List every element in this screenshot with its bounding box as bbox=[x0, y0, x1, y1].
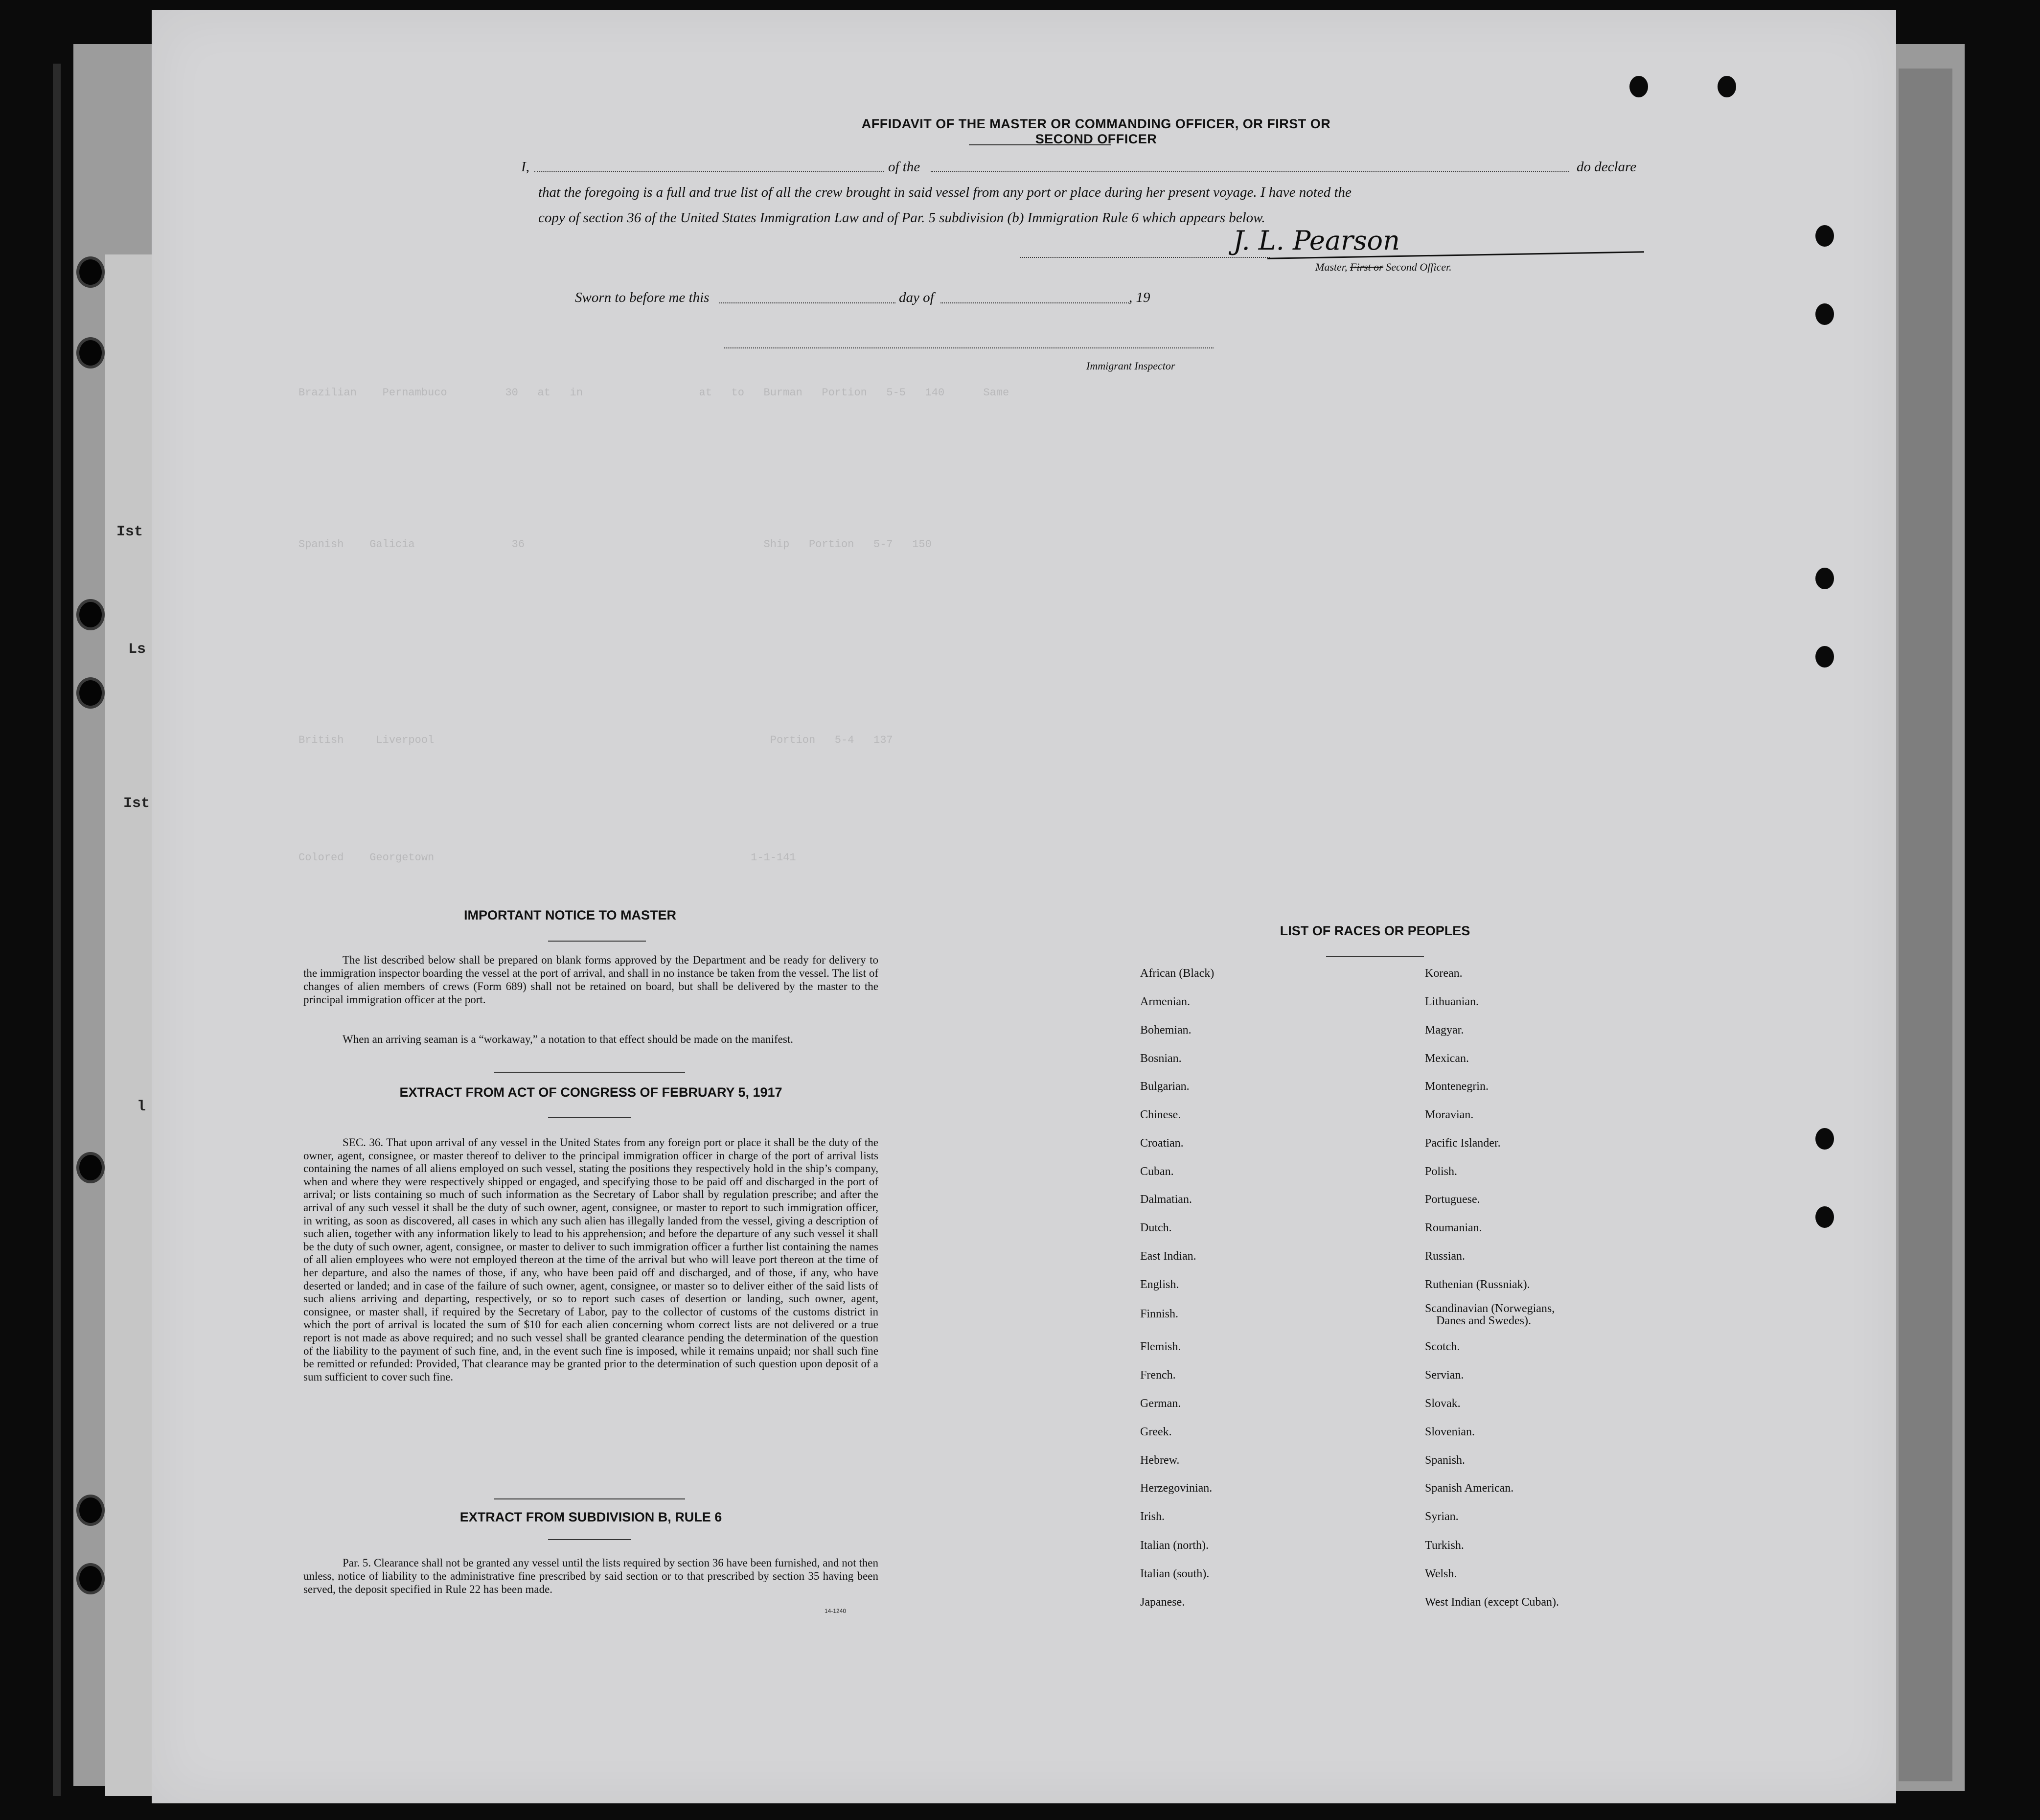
races-heading: LIST OF RACES OR PEOPLES bbox=[1280, 923, 1470, 938]
race-item: Herzegovinian. bbox=[1140, 1482, 1213, 1495]
sworn-prefix: Sworn to before me this bbox=[575, 290, 710, 305]
punch-hole bbox=[1815, 646, 1834, 668]
race-item: Flemish. bbox=[1140, 1340, 1181, 1353]
sworn-day-line bbox=[719, 302, 895, 303]
race-item: Chinese. bbox=[1140, 1108, 1181, 1121]
act-divider bbox=[548, 1117, 631, 1118]
race-item: Slovenian. bbox=[1425, 1426, 1475, 1438]
binder-hole bbox=[79, 680, 102, 706]
race-item: Bulgarian. bbox=[1140, 1080, 1190, 1093]
affidavit-line1-start: I, bbox=[521, 159, 529, 175]
race-item: Finnish. bbox=[1140, 1308, 1179, 1320]
caption-master: Master, bbox=[1315, 261, 1348, 273]
races-divider bbox=[1326, 956, 1424, 957]
race-item: Portuguese. bbox=[1425, 1193, 1480, 1206]
binder-hole bbox=[79, 259, 102, 285]
rule-divider bbox=[548, 1539, 631, 1540]
form-number: 14-1240 bbox=[825, 1608, 847, 1614]
name-blank-line bbox=[534, 171, 884, 172]
sworn-day: day of bbox=[899, 290, 934, 305]
race-item: Korean. bbox=[1425, 967, 1463, 980]
caption-struck: First or bbox=[1350, 261, 1383, 273]
underlying-text-2: Ls bbox=[128, 641, 146, 658]
signature: J. L. Pearson bbox=[1233, 225, 1400, 256]
punch-hole bbox=[1718, 76, 1736, 97]
punch-hole bbox=[1815, 303, 1834, 325]
caption-second-officer: Second Officer. bbox=[1386, 261, 1452, 273]
punch-hole bbox=[1815, 1206, 1834, 1228]
underlying-text-4: l bbox=[137, 1099, 146, 1115]
race-item: Bosnian. bbox=[1140, 1052, 1182, 1065]
punch-hole bbox=[1815, 225, 1834, 247]
race-item: Danes and Swedes). bbox=[1436, 1314, 1531, 1327]
punch-hole bbox=[1815, 1128, 1834, 1150]
race-item: Montenegrin. bbox=[1425, 1080, 1489, 1093]
race-item: Pacific Islander. bbox=[1425, 1137, 1501, 1150]
right-underlying-page-edge bbox=[1899, 69, 1952, 1781]
signature-line bbox=[1020, 257, 1270, 258]
race-item: Japanese. bbox=[1140, 1596, 1185, 1609]
act-divider-top bbox=[494, 1072, 685, 1073]
race-item: English. bbox=[1140, 1278, 1179, 1291]
race-item: Scotch. bbox=[1425, 1340, 1460, 1353]
inspector-signature-line bbox=[724, 347, 1214, 348]
notice-paragraph-2: When an arriving seaman is a “workaway,” a notation to that effect should be made on the manifest. bbox=[343, 1033, 793, 1045]
affidavit-line2: that the foregoing is a full and true list of all the crew brought in said vessel from any port or place during her present voyage. I have noted the bbox=[538, 184, 1352, 200]
race-item: Spanish American. bbox=[1425, 1482, 1514, 1495]
race-item: Lithuanian. bbox=[1425, 995, 1479, 1008]
race-item: German. bbox=[1140, 1397, 1181, 1410]
race-item: Italian (north). bbox=[1140, 1539, 1209, 1552]
binder-hole bbox=[79, 1155, 102, 1180]
race-item: Dalmatian. bbox=[1140, 1193, 1192, 1206]
race-item: Hebrew. bbox=[1140, 1454, 1180, 1467]
race-item: Syrian. bbox=[1425, 1510, 1459, 1523]
race-item: Armenian. bbox=[1140, 995, 1190, 1008]
race-item: West Indian (except Cuban). bbox=[1425, 1596, 1559, 1609]
race-item: Croatian. bbox=[1140, 1137, 1184, 1150]
notice-divider bbox=[548, 941, 646, 942]
race-item: Servian. bbox=[1425, 1369, 1464, 1382]
underlying-text-1: Ist bbox=[116, 524, 143, 540]
race-item: Moravian. bbox=[1425, 1108, 1474, 1121]
race-item: Dutch. bbox=[1140, 1221, 1172, 1234]
race-item: Italian (south). bbox=[1140, 1567, 1210, 1580]
race-item: Cuban. bbox=[1140, 1165, 1174, 1178]
race-item: Welsh. bbox=[1425, 1567, 1457, 1580]
document-page: Brazilian Pernambuco 30 at in at to Burman Portion 5-5 140 Same Spanish Galicia 36 Ship Portion 5-7 150 British Liverpool Portion 5-4 137 Colored Georgetown 1-1-141 AFFIDAVIT OF THE MASTER OR COMMANDING OFFICER, OR FIRST OR SECOND OFFICER I, of the do declare that the foregoing is a full and true list of all the crew brought in said vessel from any port or place during her present voyage. I have noted the copy of section 36 of the United States Immigration Law and of Par. 5 subdivision (b) Immigration Rule 6 which appears below. J. L. Pearson Master, First or Second Officer. Sworn to before me this day of , 19 Immigrant Inspector IMPORTANT NOTICE TO MASTER The list described below shall be prepared on blank forms approved by the Department and be ready for delivery to the immigration inspector boarding the vessel at the port of arrival, and shall in no instance be taken from the vessel. The list of changes of alien members of crews (Form 689) shall not be retained on board, but shall be delivered by the master to the principal immigration officer at the port. When an arriving seaman is a “workaway,” a notation to that effect should be made on the manifest. EXTRACT FROM ACT OF CONGRESS OF FEBRUARY 5, 1917 SEC. 36. That upon arrival of any vessel in the United States from any foreign port or place it shall be the duty of the owner, agent, consignee, or master thereof to deliver to the principal immigration officer in charge of the port of arrival lists containing the names of all aliens employed on such vessel, stating the positions they respectively hold in the ship’s company, when and where they were respectively shipped or engaged, and specifying those to be paid off and discharged in the port of arrival; or lists containing so much of such information as the Secretary of Labor shall by regulation prescribe; and after the arrival of any such vessel it shall be the duty of such owner, agent, consignee, or master to report to such immigration officer, in writing, as soon as discovered, all cases in which any such alien has illegally landed from the vessel, giving a description of such alien, together with any information likely to lead to his apprehension; and before the departure of any such vessel it shall be the duty of such owner, agent, consignee, or master to deliver to such immigration officer a further list containing the names of all alien employees who were not employed thereon at the time of the arrival but who will leave port thereon at the time of her departure, and also the names of those, if any, who have been paid off and discharged, and of those, if any, who have deserted or landed; and in case of the failure of such owner, agent, consignee, or master so to deliver either of the said lists of such aliens arriving and departing, respectively, or so to report such cases of desertion or landing, such owner, agent, consignee, or master shall, if required by the Secretary of Labor, pay to the collector of customs of the customs district in which the port of arrival is located the sum of $10 for each alien concerning whom correct lists are not delivered or a true report is not made as above required; and no such vessel shall be granted clearance pending the determination of the question of the liability to the payment of such fine, and, in the event such fine is imposed, while it remains unpaid; nor shall such fine be remitted or refunded: Provided, That clearance may be granted prior to the determination of such question upon deposit of a sum sufficient to cover such fine. EXTRACT FROM SUBDIVISION B, RULE 6 Par. 5. Clearance shall not be granted any vessel until the lists required by section 36 have been furnished, and not then unless, notice of liability to the administrative fine prescribed by said section or to that prescribed by section 35 having been served, the deposit specified in Rule 22 has been made. 14-1240 LIST OF RACES OR PEOPLES African (Black) Armenian. Bohemian. Bosnian. Bulgarian. Chinese. Croatian. Cuban. Dalmatian. Dutch. East Indian. English. Finnish. Flemish. French. German. Greek. Hebrew. Herzegovinian. Irish. Italian (north). Italian (south). Japanese. Korean. Lithuanian. Magyar. Mexican. Montenegrin. Moravian. Pacific Islander. Polish. Portuguese. Roumanian. Russian. Ruthenian (Russniak). Scandinavian (Norwegians, Danes and Swedes). Scotch. Servian. Slovak. Slovenian. Spanish. Spanish American. Syrian. Turkish. Welsh. West Indian (except Cuban). bbox=[152, 10, 1896, 1803]
affidavit-line1-end: do declare bbox=[1577, 159, 1637, 175]
race-item: African (Black) bbox=[1140, 967, 1215, 980]
sworn-year: , 19 bbox=[1129, 290, 1150, 305]
binder-strip bbox=[53, 64, 61, 1796]
rule-heading: EXTRACT FROM SUBDIVISION B, RULE 6 bbox=[459, 1510, 722, 1524]
rule-paragraph: Par. 5. Clearance shall not be granted any vessel until the lists required by section 36 have been furnished, and not then unless, notice of liability to the administrative fine prescribed by said section or to that prescribed by section 35 having been served, the deposit specified in Rule 22 has been made. bbox=[303, 1557, 878, 1595]
vessel-blank-line bbox=[931, 171, 1569, 172]
inspector-label: Immigrant Inspector bbox=[1086, 360, 1175, 372]
race-item: Greek. bbox=[1140, 1426, 1172, 1438]
act-heading: EXTRACT FROM ACT OF CONGRESS OF FEBRUARY 5, 1917 bbox=[399, 1085, 782, 1100]
binder-hole bbox=[79, 602, 102, 627]
binder-hole bbox=[79, 1566, 102, 1591]
race-item: Russian. bbox=[1425, 1250, 1466, 1263]
notice-paragraph-1: The list described below shall be prepared on blank forms approved by the Department and be ready for delivery to the immigration inspector boarding the vessel at the port of arrival, and shall in no instance be taken from the vessel. The list of changes of alien members of crews (Form 689) shall not be retained on board, but shall be delivered by the master to the principal immigration officer at the port. bbox=[303, 954, 878, 1006]
act-paragraph: SEC. 36. That upon arrival of any vessel in the United States from any foreign port or place it shall be the duty of the owner, agent, consignee, or master thereof to deliver to the principal immigration officer in charge of the port of arrival lists containing the names of all aliens employed on such vessel, stating the positions they respectively hold in the ship’s company, when and where they were respectively shipped or engaged, and specifying those to be paid off and discharged in the port of arrival; or lists containing so much of such information as the Secretary of Labor shall by regulation prescribe; and after the arrival of any such vessel it shall be the duty of such owner, agent, consignee, or master to report to such immigration officer, in writing, as soon as discovered, all cases in which any such alien has illegally landed from the vessel, giving a description of such alien, together with any information likely to lead to his apprehension; and before the departure of any such vessel it shall be the duty of such owner, agent, consignee, or master to deliver to such immigration officer a further list containing the names of all alien employees who were not employed thereon at the time of the arrival but who will leave port thereon at the time of her departure, and also the names of those, if any, who have been paid off and discharged, and of those, if any, who have deserted or landed; and in case of the failure of such owner, agent, consignee, or master so to deliver either of the said lists of such aliens arriving and departing, respectively, or so to report such cases of desertion or landing, such owner, agent, consignee, or master shall, if required by the Secretary of Labor, pay to the collector of customs of the customs district in which the port of arrival is located the sum of $10 for each alien concerning whom correct lists are not delivered or a true report is not made as above required; and no such vessel shall be granted clearance pending the determination of the question of the liability to the payment of such fine, and, in the event such fine is imposed, while it remains unpaid; nor shall such fine be remitted or refunded: Provided, That clearance may be granted prior to the determination of such question upon deposit of a sum sufficient to cover such fine. bbox=[303, 1136, 878, 1383]
race-item: Polish. bbox=[1425, 1165, 1458, 1178]
race-item: Scandinavian (Norwegians, bbox=[1425, 1302, 1555, 1315]
affidavit-line3: copy of section 36 of the United States Immigration Law and of Par. 5 subdivision (b) Immigration Rule 6 which appears below. bbox=[538, 210, 1265, 226]
race-item: Mexican. bbox=[1425, 1052, 1469, 1065]
race-item: Turkish. bbox=[1425, 1539, 1464, 1552]
notice-heading: IMPORTANT NOTICE TO MASTER bbox=[464, 908, 676, 922]
race-item: Magyar. bbox=[1425, 1024, 1464, 1037]
race-item: French. bbox=[1140, 1369, 1176, 1382]
affidavit-line1-middle: of the bbox=[888, 159, 920, 175]
underlying-page-edge bbox=[105, 254, 152, 1796]
rule-divider-top bbox=[494, 1498, 685, 1499]
underlying-text-3: Ist bbox=[123, 795, 150, 812]
race-item: Roumanian. bbox=[1425, 1221, 1482, 1234]
race-item: Ruthenian (Russniak). bbox=[1425, 1278, 1530, 1291]
binder-hole bbox=[79, 340, 102, 366]
affidavit-title: AFFIDAVIT OF THE MASTER OR COMMANDING OFFICER, OR FIRST OR SECOND OFFICER bbox=[861, 116, 1331, 146]
race-item: Bohemian. bbox=[1140, 1024, 1192, 1037]
race-item: Irish. bbox=[1140, 1510, 1165, 1523]
race-item: Slovak. bbox=[1425, 1397, 1461, 1410]
race-item: Spanish. bbox=[1425, 1454, 1466, 1467]
binder-hole bbox=[79, 1497, 102, 1523]
punch-hole bbox=[1629, 76, 1648, 97]
title-divider bbox=[969, 144, 1111, 145]
race-item: East Indian. bbox=[1140, 1250, 1196, 1263]
sworn-month-line bbox=[940, 302, 1129, 303]
signature-caption bbox=[1315, 261, 1452, 274]
punch-hole bbox=[1815, 568, 1834, 589]
